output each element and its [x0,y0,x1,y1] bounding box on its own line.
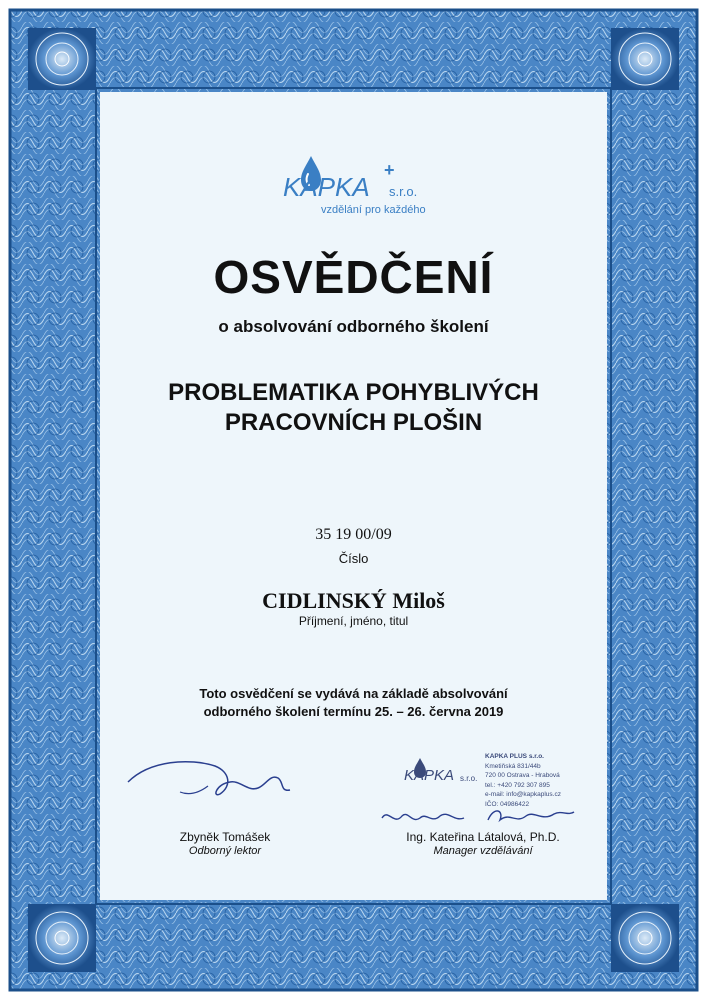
certificate-number: 35 19 00/09 [315,526,392,543]
signature-left [120,752,300,812]
course-name [0,378,707,438]
svg-text:s.r.o.: s.r.o. [389,184,418,199]
certificate-title: OSVĚDČENÍ [213,251,494,303]
left-signatory-role: Odborný lektor [188,845,262,857]
certificate-subtitle: o absolvování odborného školení [218,317,489,336]
corner-rosette-br [611,904,679,972]
corner-rosette-tl [28,28,96,90]
statement-line1: Toto osvědčení se vydává na základě absolvování [199,686,508,701]
stamp-ico: IČO: 04986422 [485,800,530,808]
stamp-street: Kmetiňská 831/44b [485,762,541,770]
corner-rosette-tr [611,28,679,90]
right-signatory-role: Manager vzdělávání [433,845,533,857]
stamp-phone: tel.: +420 792 307 895 [485,781,550,789]
signature-right [378,800,578,832]
right-signatory-name: Ing. Kateřina Látalová, Ph.D. [406,830,560,844]
stamp-city: 720 00 Ostrava - Hrabová [485,772,560,779]
left-signatory-name: Zbyněk Tomášek [179,830,271,844]
svg-text:KAPKA: KAPKA [404,767,455,784]
holder-name: CIDLINSKÝ Miloš [262,588,445,613]
course-name-line2: PRACOVNÍCH PLOŠIN [224,409,483,436]
certificate-number-label: Číslo [338,551,369,566]
holder-name-label: Příjmení, jméno, titul [298,614,409,628]
course-name-line1: PROBLEMATIKA POHYBLIVÝCH [168,379,539,406]
corner-rosette-bl [28,904,96,972]
svg-text:KAPKA: KAPKA [283,172,370,202]
kapka-logo [281,150,451,220]
svg-text:+: + [384,160,395,180]
svg-text:vzdělání pro každého: vzdělání pro každého [321,204,426,216]
issuance-statement [0,685,707,721]
stamp-email: e-mail: info@kapkaplus.cz [485,791,561,798]
stamp-company: KAPKA PLUS s.r.o. [485,753,544,760]
svg-text:s.r.o.: s.r.o. [460,774,478,783]
statement-line2: odborného školení termínu 25. – 26. června 2019 [203,704,504,719]
